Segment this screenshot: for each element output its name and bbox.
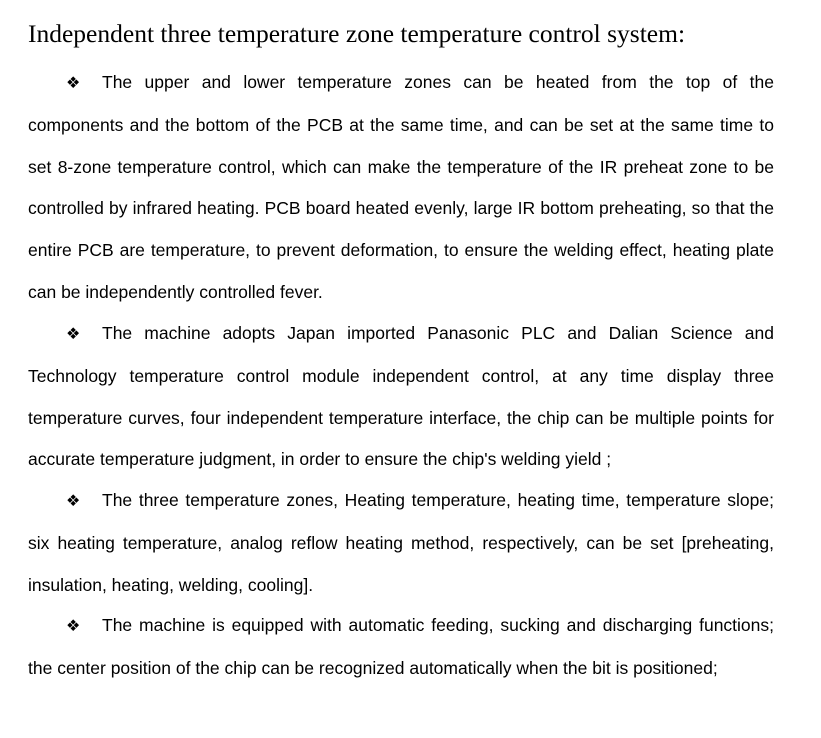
diamond-bullet-icon: ❖ xyxy=(66,493,81,510)
paragraph-text-4: The machine is equipped with automatic feeding, sucking and discharging functions; the center position of the chip can be recognized automatically when the bit is positioned; xyxy=(28,615,774,678)
bullet-paragraph-3 xyxy=(28,480,774,606)
paragraph-text-2: The machine adopts Japan imported Panasonic PLC and Dalian Science and Technology temperature control module independent control, at any time display three temperature curves, four independent temperature interface, the chip can be multiple points for accurate temperature judgment, in order to ensure the chip's welding yield ; xyxy=(28,323,774,470)
diamond-bullet-icon: ❖ xyxy=(66,75,81,92)
bullet-paragraph-1 xyxy=(28,62,774,314)
bullet-paragraph-2 xyxy=(28,313,774,481)
paragraph-text-3: The three temperature zones, Heating temperature, heating time, temperature slope; six heating temperature, analog reflow heating method, respectively, can be set [preheating, insulation, heating, welding, cooling]. xyxy=(28,490,774,595)
paragraph-text-1: The upper and lower temperature zones can be heated from the top of the components and the bottom of the PCB at the same time, and can be set at the same time to set 8-zone temperature control, which can make the temperature of the IR preheat zone to be controlled by infrared heating. PCB board heated evenly, large IR bottom preheating, so that the entire PCB are temperature, to prevent deformation, to ensure the welding effect, heating plate can be independently controlled fever. xyxy=(28,72,774,302)
document-heading: Independent three temperature zone temperature control system: xyxy=(28,19,686,48)
bullet-paragraph-4 xyxy=(28,605,774,690)
diamond-bullet-icon: ❖ xyxy=(66,326,81,343)
diamond-bullet-icon: ❖ xyxy=(66,618,81,635)
